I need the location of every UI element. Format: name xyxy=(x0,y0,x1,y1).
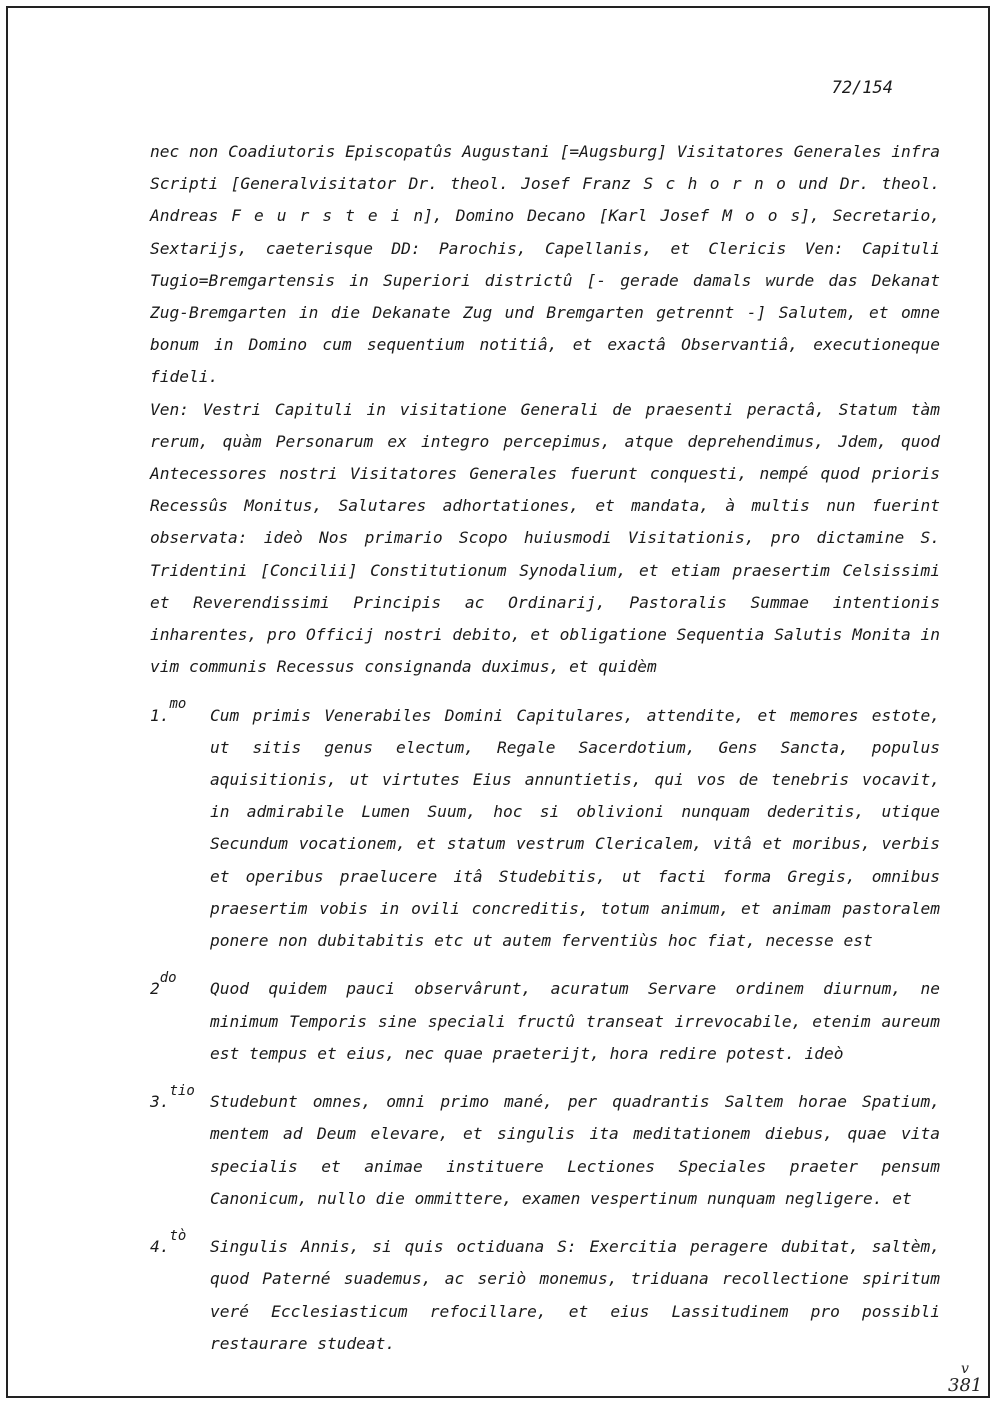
item-text: Studebunt omnes, omni primo mané, per quadrantis Saltem horae Spatium, mentem ad Deum elevare, et singulis ita meditationem diebus, quae vita specialis et animae instituere Lectiones Speciales praeter pensum Canonicum, nullo die ommittere, examen vespertinum nunquam negligere. et xyxy=(210,1092,940,1208)
check-mark: v xyxy=(961,1361,969,1377)
item-number: 4.$^{tò}$ xyxy=(150,1227,187,1257)
item-number: 3.$^{tio}$ xyxy=(150,1082,195,1112)
item-ordinal-suffix: tò xyxy=(169,1227,187,1244)
item-text: Singulis Annis, si quis octiduana S: Exercitia peragere dubitat, saltèm, quod Paterné suademus, ac seriò monemus, triduana recollectione spiritum veré Ecclesiasticum refocillare, et eius Lassitudinem pro possibli restaurare studeat. xyxy=(210,1237,940,1353)
handwritten-folio-mark xyxy=(948,1362,982,1396)
item-ordinal-suffix: do xyxy=(159,970,177,987)
item-text: Cum primis Venerabiles Domini Capitulares, attendite, et memores estote, ut sitis genus electum, Regale Sacerdotium, Gens Sancta, populus aquisitionis, ut virtutes Eius annuntietis, qui vos de tenebris vocavit, in admirabile Lumen Suum, hoc si oblivioni nunquam dederitis, utique Secundum vocationem, et statum vestrum Clericalem, vitâ et moribus, verbis et operibus praelucere itâ Studebitis, ut facti forma Gregis, omnibus praesertim vobis in ovili concreditis, totum animum, et animam pastoralem ponere non dubitabitis etc ut autem ferventiùs hoc fiat, necesse est xyxy=(210,705,940,951)
item-number: 1.$^{mo}$ xyxy=(150,696,187,725)
main-paragraph: Ven: Vestri Capituli in visitatione Generali de praesenti peractâ, Statum tàm rerum, quàm Personarum ex integro percepimus, atque deprehendimus, Jdem, quod Antecessores nostri Visitatores Generales fuerunt conquesti, nempé quod prioris Recessûs Monitus, Salutares adhortationes, et mandata, à multis nun fuerint observata: ideò Nos primario Scopo huiusmodi Visitationis, pro dictamine S. Tridentini [Concilii] Constitutionum Synodalium, et etiam praesertim Celsissimi et Reverendissimi Principis ac Ordinarij, Pastoralis Summae intentionis inharentes, pro Officij nostri debito, et obligatione Sequentia Salutis Monita in vim communis Recessus consignanda duximus, et quidèm xyxy=(150,399,940,677)
document-page xyxy=(6,6,990,1398)
list-item xyxy=(150,1082,940,1215)
list-item xyxy=(150,1227,940,1360)
document-body xyxy=(150,136,940,1376)
item-text: Quod quidem pauci observârunt, acuratum Servare ordinem diurnum, ne minimum Temporis sine speciali fructû transeat irrevocabile, etenim aureum est tempus et eius, nec quae praeterijt, hora redire potest. ideò xyxy=(210,979,940,1063)
page-number: 72/154 xyxy=(831,78,893,98)
folio-number: 381 xyxy=(948,1375,983,1396)
item-ordinal-suffix: tio xyxy=(169,1082,195,1099)
list-item xyxy=(150,970,940,1070)
intro-paragraph: nec non Coadiutoris Episcopatûs Augustani [=Augsburg] Visitatores Generales infra Scripti [Generalvisitator Dr. theol. Josef Franz S c h o r n o und Dr. theol. Andreas F e u r s t e i n], Domino Decano [Karl Josef M o o s], Secretario, Sextarijs, caeterisque DD: Parochis, Capellanis, et Clericis Ven: Capituli Tugio=Bremgartensis in Superiori districtû [- gerade damals wurde das Dekanat Zug-Bremgarten in die Dekanate Zug und Bremgarten getrennt -] Salutem, et omne bonum in Domino cum sequentium notitiâ, et exactâ Observantiâ, executioneque fideli. xyxy=(150,142,940,387)
list-item xyxy=(150,696,940,958)
item-ordinal-suffix: mo xyxy=(169,696,187,713)
item-number: $2^{do}$ xyxy=(150,970,177,999)
